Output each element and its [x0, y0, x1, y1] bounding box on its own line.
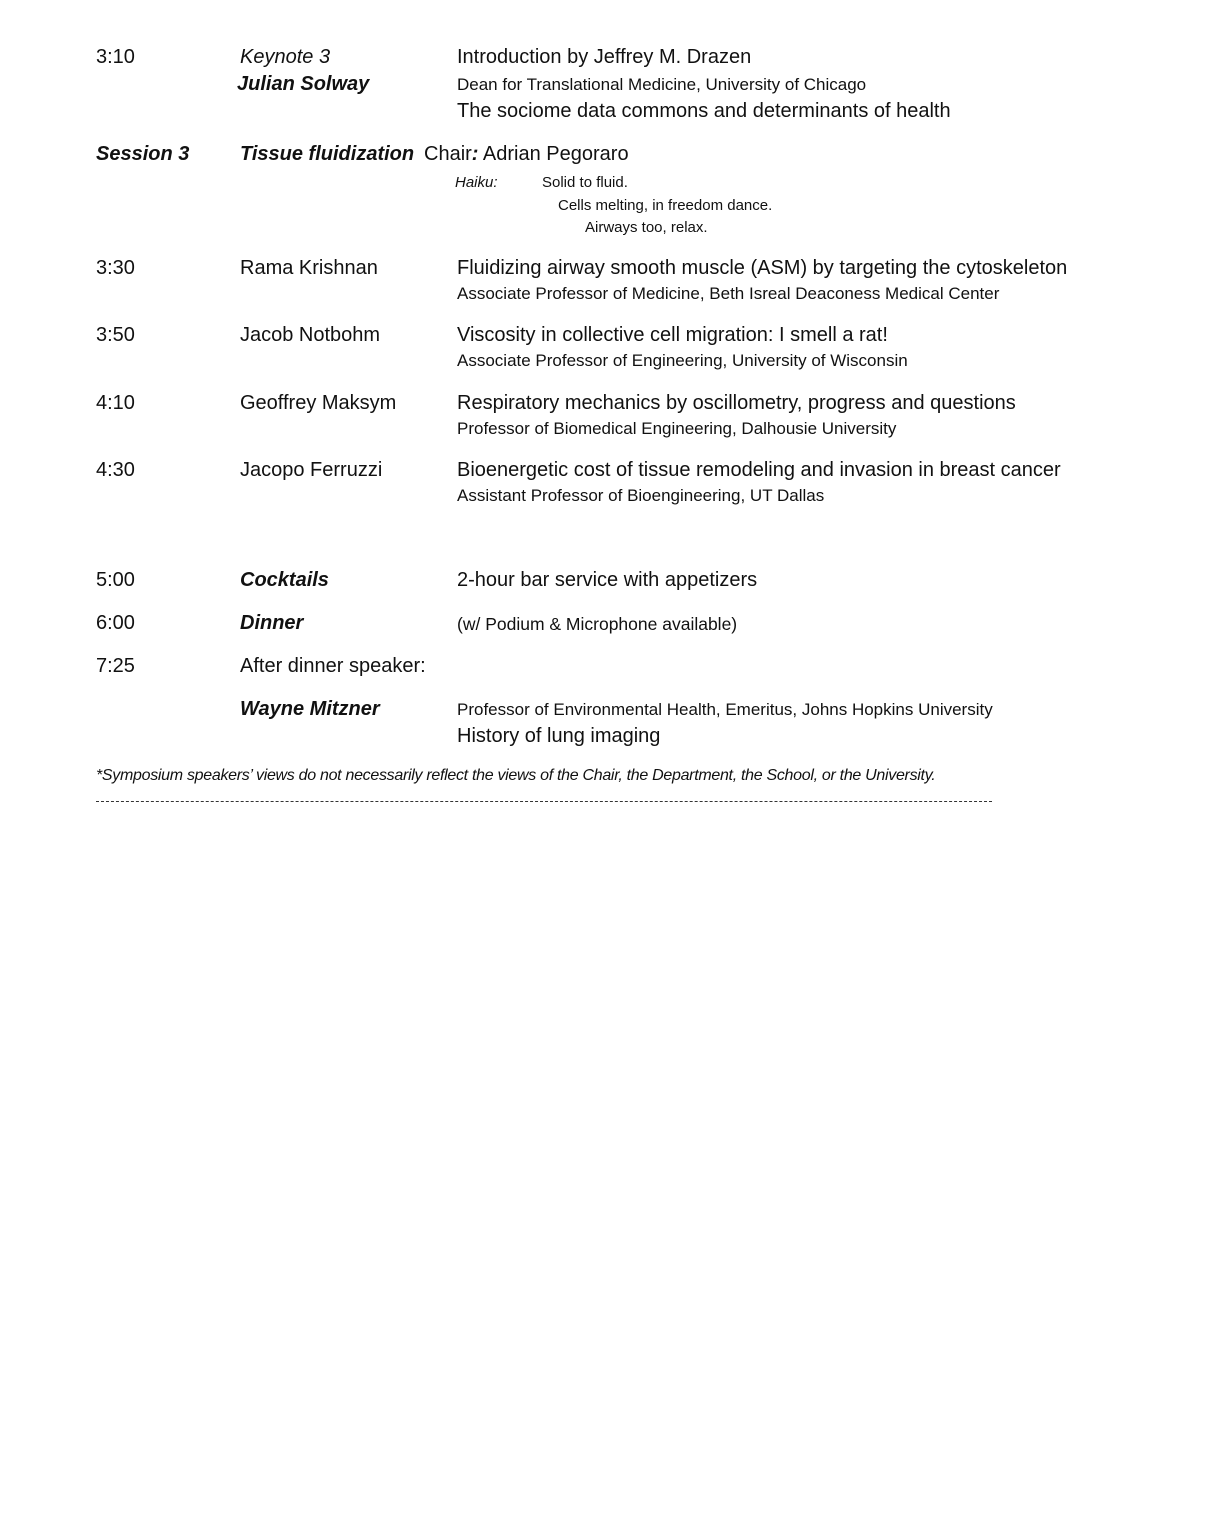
haiku-label: [455, 174, 498, 191]
talk-speaker: Jacopo Ferruzzi: [240, 459, 383, 481]
talk-time: 3:30: [96, 257, 135, 279]
session-label: Session 3: [96, 143, 190, 165]
talk-title: Fluidizing airway smooth muscle (ASM) by targeting the cytoskeleton: [457, 257, 1068, 279]
talk-affiliation: Associate Professor of Medicine, Beth Isreal Deaconess Medical Center: [457, 284, 1000, 303]
dinner-description: (w/ Podium & Microphone available): [457, 614, 738, 634]
talk-speaker: Rama Krishnan: [240, 257, 378, 279]
session-theme: Tissue fluidization: [240, 143, 415, 165]
talk-speaker: Jacob Notbohm: [240, 324, 381, 346]
talk-title: Respiratory mechanics by oscillometry, progress and questions: [457, 392, 1016, 414]
haiku-line-1: Solid to fluid.: [542, 174, 628, 191]
disclaimer: *Symposium speakers’ views do not necessarily reflect the views of the Chair, the Department, the School, or the University.: [96, 767, 936, 784]
talk-affiliation: Assistant Professor of Bioengineering, UT Dallas: [457, 486, 825, 505]
dinner-label: Dinner: [240, 612, 304, 634]
dinner-time: 6:00: [96, 612, 135, 634]
talk-time: 3:50: [96, 324, 135, 346]
haiku-line-2: Cells melting, in freedom dance.: [558, 197, 773, 214]
keynote-affiliation: Dean for Translational Medicine, University of Chicago: [457, 75, 867, 94]
cocktails-label: Cocktails: [240, 569, 329, 591]
talk-speaker: Geoffrey Maksym: [240, 392, 397, 414]
after-dinner-affiliation: Professor of Environmental Health, Emeritus, Johns Hopkins University: [457, 700, 993, 719]
cocktails-time: 5:00: [96, 569, 135, 591]
haiku-colon: :: [493, 174, 498, 191]
keynote-label: Keynote 3: [240, 46, 331, 68]
chair-name: Adrian Pegoraro: [478, 143, 629, 165]
talk-time: 4:10: [96, 392, 135, 414]
cocktails-description: 2-hour bar service with appetizers: [457, 569, 758, 591]
talk-title: Bioenergetic cost of tissue remodeling and invasion in breast cancer: [457, 459, 1061, 481]
talk-affiliation: Professor of Biomedical Engineering, Dalhousie University: [457, 419, 897, 438]
after-dinner-speaker: Wayne Mitzner: [240, 698, 380, 720]
talk-time: 4:30: [96, 459, 135, 481]
talk-affiliation: Associate Professor of Engineering, University of Wisconsin: [457, 351, 908, 370]
chair-prefix: Chair: [424, 143, 472, 165]
talk-title: Viscosity in collective cell migration: I smell a rat!: [457, 324, 888, 346]
haiku-label-text: Haiku: [455, 174, 494, 191]
after-dinner-time: 7:25: [96, 655, 135, 677]
keynote-speaker: Julian Solway: [237, 73, 370, 95]
keynote-title: The sociome data commons and determinants of health: [457, 100, 951, 122]
keynote-time: 3:10: [96, 46, 135, 68]
after-dinner-label: After dinner speaker:: [240, 655, 426, 677]
haiku-line-3: Airways too, relax.: [585, 219, 708, 236]
session-chair: [424, 143, 629, 166]
chair-colon: :: [471, 143, 479, 165]
after-dinner-title: History of lung imaging: [457, 725, 661, 747]
keynote-intro: Introduction by Jeffrey M. Drazen: [457, 46, 752, 68]
dashed-divider: [96, 801, 992, 802]
